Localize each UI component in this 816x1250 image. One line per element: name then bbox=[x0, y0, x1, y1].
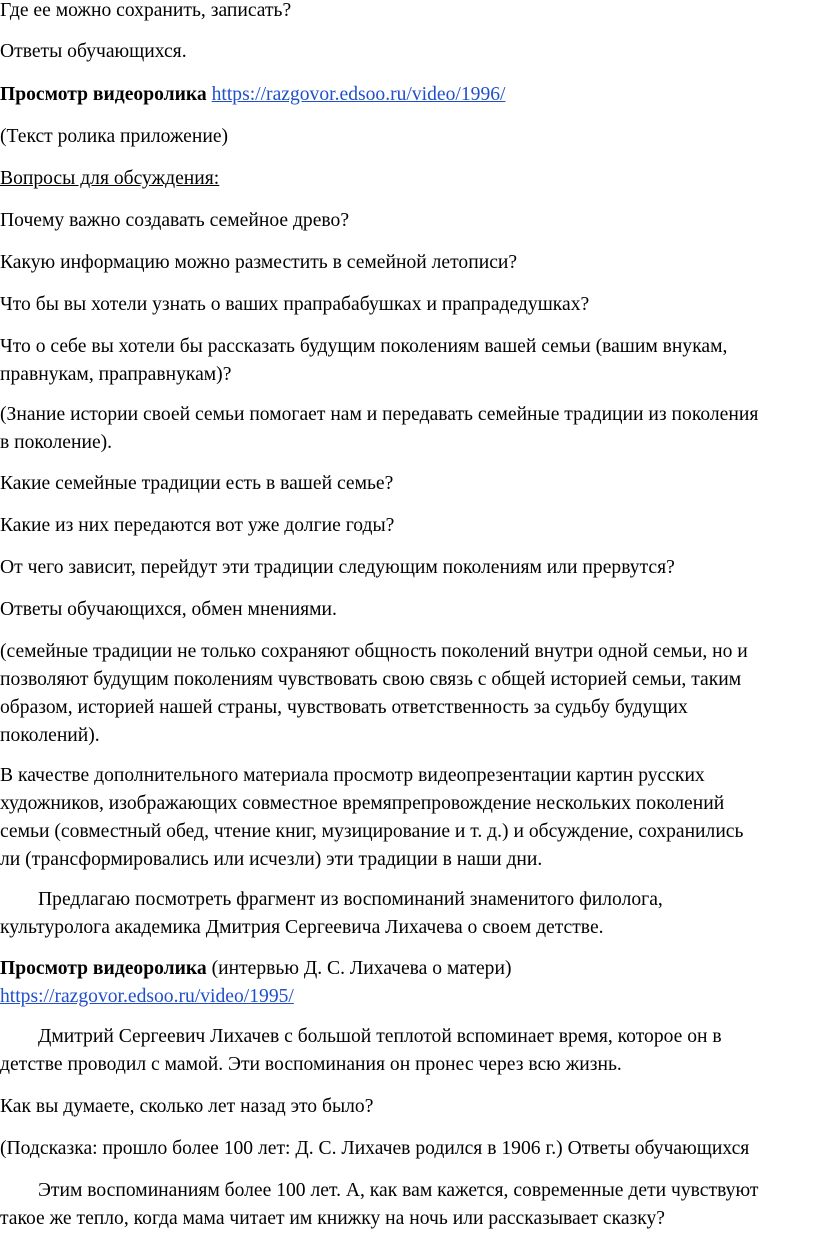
paragraph-discussion-heading bbox=[0, 165, 814, 193]
text: (Текст ролика приложение) bbox=[0, 126, 229, 147]
discussion-heading: Вопросы для обсуждения: bbox=[0, 168, 220, 189]
text: Какие семейные традиции есть в вашей семье? bbox=[0, 473, 394, 494]
line: ли (трансформировались или исчезли) эти традиции в наши дни. bbox=[0, 849, 543, 870]
video-heading: Просмотр видеоролика bbox=[0, 958, 207, 979]
line: Что о себе вы хотели бы рассказать будущим поколениям вашей семьи (вашим внукам, bbox=[0, 336, 728, 357]
paragraph-answers bbox=[0, 38, 814, 66]
text: Ответы обучающихся, обмен мнениями. bbox=[0, 599, 337, 620]
paragraph-q7 bbox=[0, 554, 814, 582]
paragraph-note-traditions bbox=[0, 638, 814, 750]
video-heading: Просмотр видеоролика bbox=[0, 84, 207, 105]
video-link-1995[interactable]: https://razgovor.edsoo.ru/video/1995/ bbox=[0, 986, 294, 1007]
line: в поколение). bbox=[0, 432, 113, 453]
paragraph-video-1 bbox=[0, 81, 814, 109]
text: Как вы думаете, сколько лет назад это было? bbox=[0, 1096, 374, 1117]
paragraph-likhachev-memories bbox=[0, 1023, 814, 1079]
paragraph-video-2 bbox=[0, 955, 814, 1011]
paragraph-q8 bbox=[0, 1093, 814, 1121]
text: Что бы вы хотели узнать о ваших прапрабабушках и прапрадедушках? bbox=[0, 294, 590, 315]
paragraph-likhachev-intro bbox=[0, 886, 814, 942]
line: Этим воспоминаниям более 100 лет. А, как вам кажется, современные дети чувствуют bbox=[38, 1180, 759, 1201]
paragraph-q3 bbox=[0, 291, 814, 319]
line: (семейные традиции не только сохраняют общность поколений внутри одной семьи, но и bbox=[0, 641, 748, 662]
line: культуролога академика Дмитрия Сергеевича Лихачева о своем детстве. bbox=[0, 917, 604, 938]
line: Предлагаю посмотреть фрагмент из воспоминаний знаменитого филолога, bbox=[38, 889, 663, 910]
text: Почему важно создавать семейное древо? bbox=[0, 210, 350, 231]
line: Дмитрий Сергеевич Лихачев с большой теплотой вспоминает время, которое он в bbox=[38, 1026, 722, 1047]
text: От чего зависит, перейдут эти традиции следующим поколениям или прервутся? bbox=[0, 557, 675, 578]
line: поколений). bbox=[0, 725, 100, 746]
paragraph-q6 bbox=[0, 512, 814, 540]
paragraph-q4 bbox=[0, 333, 814, 389]
paragraph-q5 bbox=[0, 470, 814, 498]
line: образом, историей нашей страны, чувствовать ответственность за судьбу будущих bbox=[0, 697, 688, 718]
line: такое же тепло, когда мама читает им книжку на ночь или рассказывает сказку? bbox=[0, 1208, 665, 1229]
line: семьи (совместный обед, чтение книг, музицирование и т. д.) и обсуждение, сохранились bbox=[0, 821, 744, 842]
paragraph-q1 bbox=[0, 207, 814, 235]
text: (Подсказка: прошло более 100 лет: Д. С. Лихачев родился в 1906 г.) Ответы обучающихся bbox=[0, 1138, 750, 1159]
paragraph-video-text bbox=[0, 123, 814, 151]
text: Какие из них передаются вот уже долгие годы? bbox=[0, 515, 395, 536]
text: Какую информацию можно разместить в семейной летописи? bbox=[0, 252, 518, 273]
paragraph-closing bbox=[0, 1177, 814, 1233]
paragraph-hint bbox=[0, 1135, 814, 1163]
paragraph-q2 bbox=[0, 249, 814, 277]
video-link-1996[interactable]: https://razgovor.edsoo.ru/video/1996/ bbox=[211, 84, 506, 105]
text: Где ее можно сохранить, записать? bbox=[0, 0, 292, 21]
line: В качестве дополнительного материала просмотр видеопрезентации картин русских bbox=[0, 765, 705, 786]
line: позволяют будущим поколениям чувствовать свою связь с общей историей семьи, таким bbox=[0, 669, 742, 690]
paragraph-question-save bbox=[0, 0, 814, 25]
paragraph-answers-exchange bbox=[0, 596, 814, 624]
paragraph-extra-material bbox=[0, 762, 814, 874]
text: Ответы обучающихся. bbox=[0, 41, 187, 62]
video-description: (интервью Д. С. Лихачева о матери) bbox=[206, 958, 512, 979]
paragraph-note-history bbox=[0, 401, 814, 457]
line: (Знание истории своей семьи помогает нам и передавать семейные традиции из поколения bbox=[0, 404, 759, 425]
line: детстве проводил с мамой. Эти воспоминания он пронес через всю жизнь. bbox=[0, 1054, 622, 1075]
line: правнукам, праправнукам)? bbox=[0, 364, 232, 385]
line: художников, изображающих совместное времяпрепровождение нескольких поколений bbox=[0, 793, 725, 814]
